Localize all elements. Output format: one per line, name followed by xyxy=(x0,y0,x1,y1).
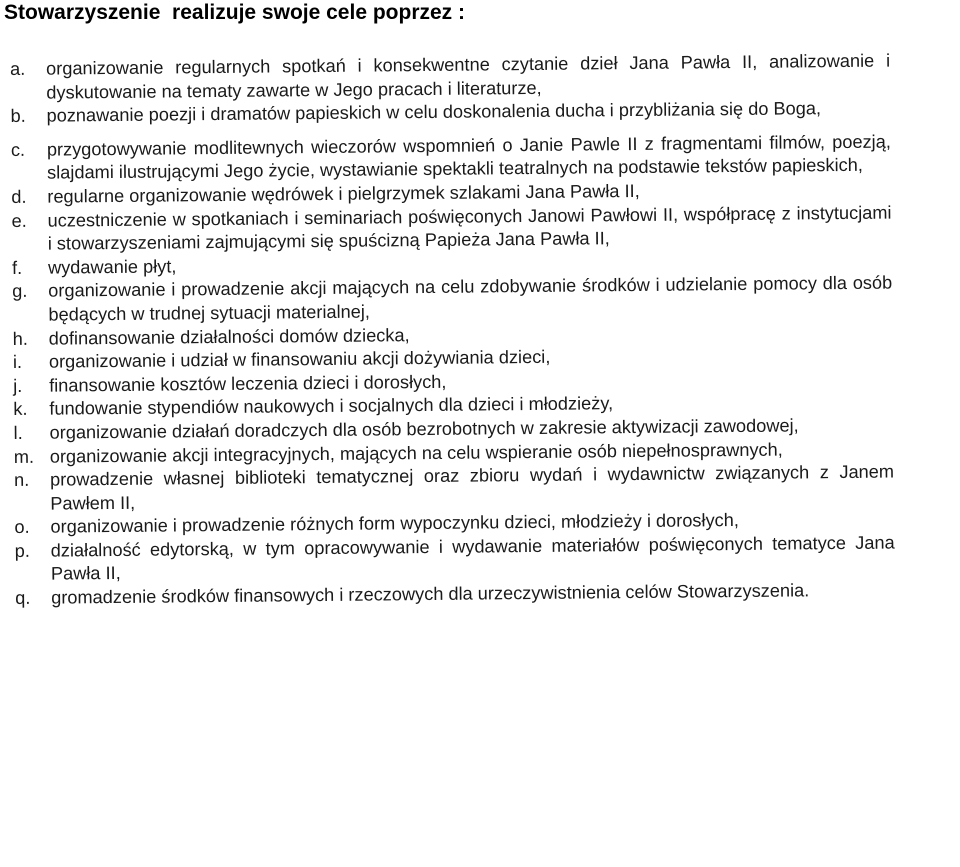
list-marker: o. xyxy=(14,517,30,538)
list-item-text: organizowanie regularnych spotkań i konsekwentne czytanie dzieł Jana Pawła II, analizowanie i dyskutowanie na tematy zawarte w Jego pracach i literaturze, xyxy=(46,50,891,103)
list-item-text: organizowanie i udział w finansowaniu akcji dożywiania dzieci, xyxy=(48,346,551,372)
list-item-text: organizowanie i prowadzenie różnych form wypoczynku dzieci, młodzieży i dorosłych, xyxy=(50,510,739,537)
list-item-text: prowadzenie własnej biblioteki tematycznej oraz zbioru wydań i wydawnictw związanych z Janem Pawłem II, xyxy=(49,461,895,514)
list-item-text: poznawanie poezji i dramatów papieskich w celu doskonalenia ducha i przybliżania się do Boga, xyxy=(46,98,822,126)
list-marker: q. xyxy=(15,587,31,609)
list-marker: j. xyxy=(13,375,23,396)
list-marker: l. xyxy=(13,422,23,443)
document-heading: Stowarzyszenie realizuje swoje cele poprzez : xyxy=(4,1,465,24)
list-marker: c. xyxy=(10,139,26,160)
list-item-text: wydawanie płyt, xyxy=(47,256,177,278)
list-item-text: uczestniczenie w spotkaniach i seminariach poświęconych Janowi Pawłowi II, współpracę z instytucjami i stowarzyszeniami zajmującymi się spuścizną Papieża Jana Pawła II, xyxy=(47,202,892,254)
list-item-text: działalność edytorską, w tym opracowywanie i wydawanie materiałów poświęconych tematyce Jana Pawła II, xyxy=(50,532,895,585)
list-marker: m. xyxy=(13,446,35,467)
list-item-text: przygotowywanie modlitewnych wieczorów wspomnień o Janie Pawle II z fragmentami filmów, poezją, slajdami ilustrującymi Jego życie, wystawianie spektakli teatralnych na podstawie tekstów papieskich, xyxy=(46,131,891,184)
list-item-text: regularne organizowanie wędrówek i pielgrzymek szlakami Jana Pawła II, xyxy=(47,180,640,207)
list-item-text: finansowanie kosztów leczenia dzieci i dorosłych, xyxy=(49,371,447,396)
list-marker: p. xyxy=(14,540,30,561)
list-marker: i. xyxy=(12,352,23,373)
list-item xyxy=(10,50,890,106)
list-marker: h. xyxy=(12,328,28,349)
list-item-text: organizowanie działań doradczych dla osób bezrobotnych w zakresie aktywizacji zawodowej, xyxy=(49,415,799,443)
list-marker: d. xyxy=(11,186,27,207)
list-item xyxy=(12,272,892,328)
list-item-text: dofinansowanie działalności domów dziecka, xyxy=(48,324,410,349)
list-item xyxy=(11,201,891,257)
list-marker: k. xyxy=(13,399,28,420)
list-marker: b. xyxy=(10,106,26,127)
objectives-list xyxy=(10,50,895,611)
list-marker: n. xyxy=(13,469,30,491)
list-item-text: organizowanie akcji integracyjnych, mających na celu wspieranie osób niepełnosprawnych, xyxy=(49,439,783,467)
list-item-text: gromadzenie środków finansowych i rzeczowych dla urzeczywistnienia celów Stowarzyszenia. xyxy=(51,580,810,608)
list-item xyxy=(14,461,894,517)
list-item xyxy=(11,130,891,186)
list-marker: a. xyxy=(10,58,26,79)
list-item-text: organizowanie i prowadzenie akcji mających na celu zdobywanie środków i udzielanie pomocy dla osób będących w trudnej sytuacji materialnej, xyxy=(48,272,893,325)
list-marker: e. xyxy=(11,210,27,231)
list-marker: g. xyxy=(12,281,28,302)
list-item xyxy=(15,531,895,587)
list-marker: f. xyxy=(11,257,23,278)
list-item-text: fundowanie stypendiów naukowych i socjalnych dla dzieci i młodzieży, xyxy=(49,393,614,419)
